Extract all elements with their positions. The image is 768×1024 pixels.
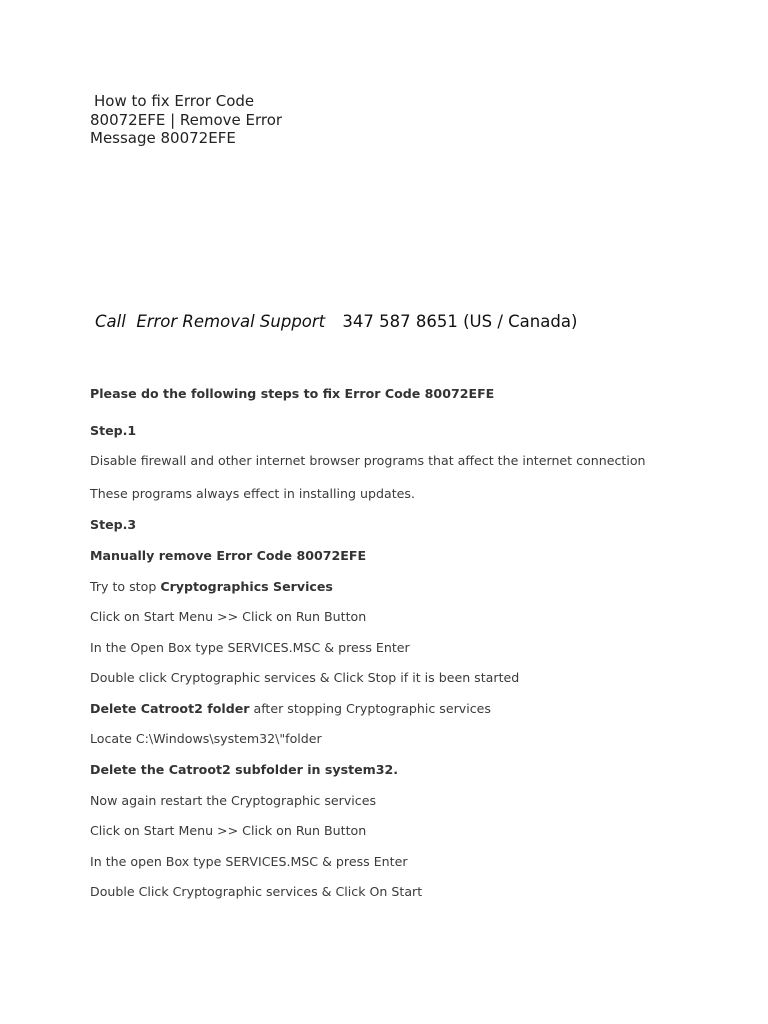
open-box-line-2: In the open Box type SERVICES.MSC & press Enter [90,854,408,869]
click-start-line-2: Click on Start Menu >> Click on Run Button [90,823,367,838]
step3-heading: Step.3 [90,517,137,532]
intro-text: Please do the following steps to fix Error Code 80072EFE [90,386,495,401]
double-click-line: Double click Cryptographic services & Click Stop if it is been started [90,670,520,685]
delete-folder-rest: after stopping Cryptographic services [249,701,491,716]
step1-heading: Step.1 [90,423,137,438]
document-title [90,92,390,148]
double-click-start-line: Double Click Cryptographic services & Click On Start [90,884,423,899]
step1-line-1: Disable firewall and other internet browser programs that affect the internet connection [90,453,646,468]
try-stop-service: Cryptographics Services [160,579,333,594]
title-line-1: How to fix Error Code [94,92,255,110]
try-stop-prefix: Try to stop [90,579,161,594]
delete-folder-line [90,701,491,716]
step1-line-2: These programs always effect in installing updates. [90,486,415,501]
locate-line: Locate C:\Windows\system32\"folder [90,731,322,746]
call-prefix: Call [95,312,126,331]
support-phone: 347 587 8651 (US / Canada) [342,312,578,331]
manual-remove-heading: Manually remove Error Code 80072EFE [90,548,367,563]
title-line-2: 80072EFE | Remove Error [90,110,283,129]
open-box-line: In the Open Box type SERVICES.MSC & press Enter [90,640,410,655]
support-call-line [95,312,577,331]
click-start-line: Click on Start Menu >> Click on Run Button [90,609,367,624]
title-line-3: Message 80072EFE [90,129,236,147]
try-stop-line [90,579,333,594]
restart-line: Now again restart the Cryptographic services [90,793,377,808]
delete-subfolder-line: Delete the Catroot2 subfolder in system32. [90,762,399,777]
support-label: Error Removal Support [136,312,326,331]
delete-folder-bold: Delete Catroot2 folder [90,701,250,716]
